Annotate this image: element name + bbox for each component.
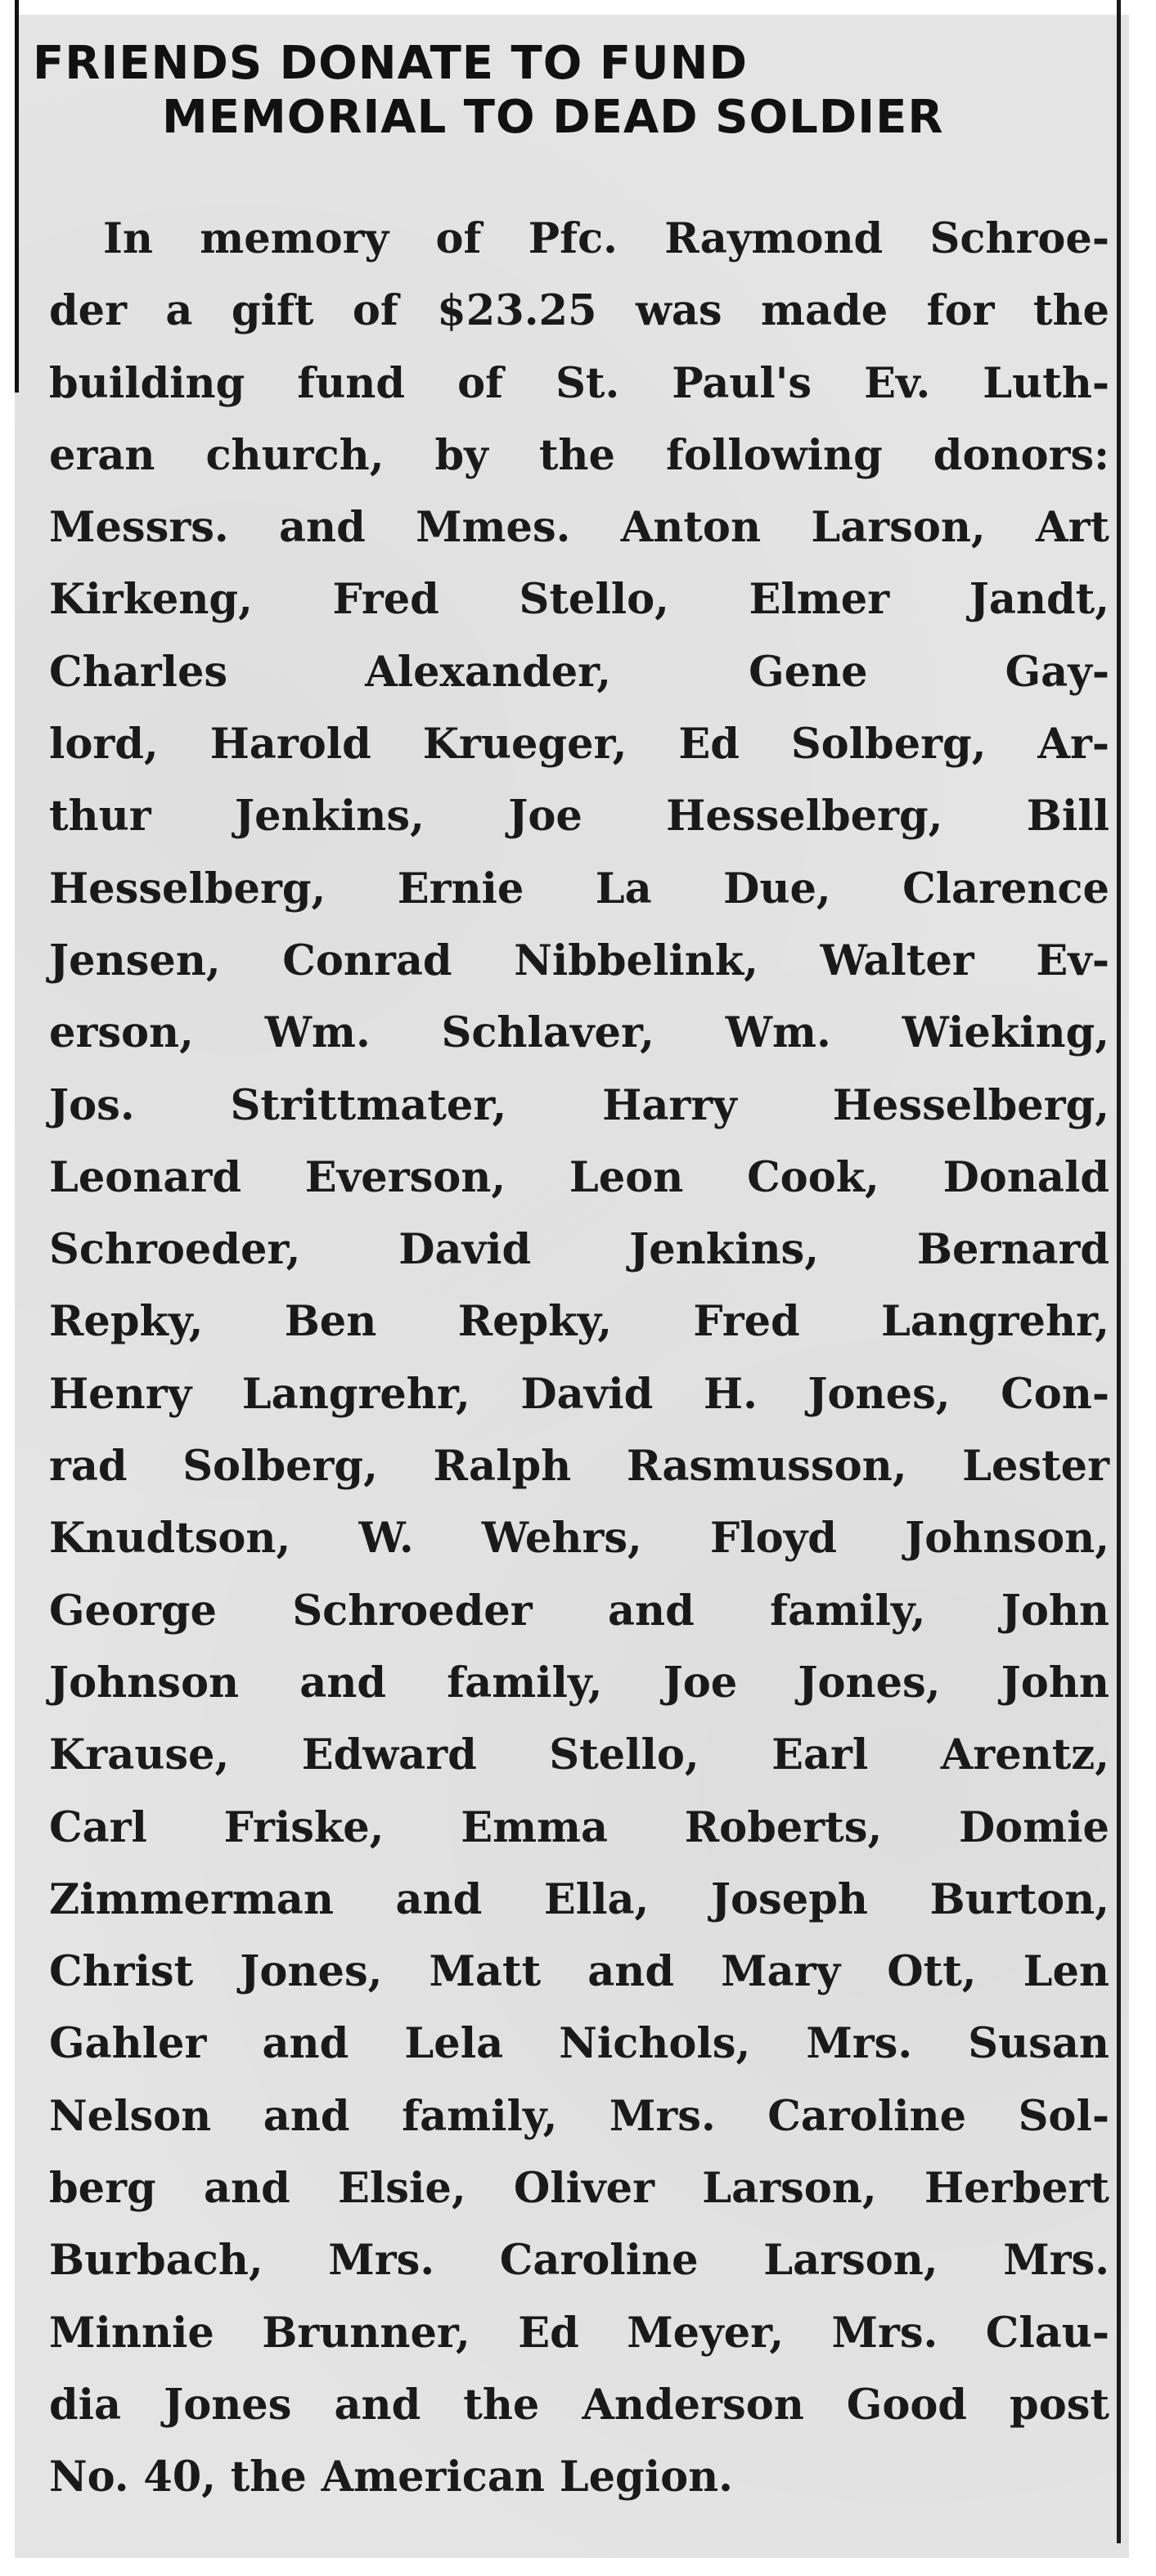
article-line: Jos. Strittmater, Harry Hesselberg, [49,1080,1109,1130]
article-line: Knudtson, W. Wehrs, Floyd Johnson, [49,1514,1109,1564]
article-line: George Schroeder and family, John [49,1586,1109,1636]
article-line: thur Jenkins, Joe Hesselberg, Bill [49,792,1109,841]
article-line: Leonard Everson, Leon Cook, Donald [49,1152,1109,1202]
article-line: dia Jones and the Anderson Good post [49,2380,1109,2430]
column-rule-left [15,0,19,393]
article-line: eran church, by the following donors: [49,430,1109,480]
article-line: building fund of St. Paul's Ev. Luth- [49,358,1109,408]
article-line: Messrs. and Mmes. Anton Larson, Art [49,503,1109,553]
article-line: Charles Alexander, Gene Gay- [49,647,1109,697]
article-line: Gahler and Lela Nichols, Mrs. Susan [49,2019,1109,2069]
article-line: Nelson and family, Mrs. Caroline Sol- [49,2091,1109,2141]
article-line: Schroeder, David Jenkins, Bernard [49,1225,1109,1275]
article-line: der a gift of $23.25 was made for the [49,286,1109,336]
article-line: Jensen, Conrad Nibbelink, Walter Ev- [49,936,1109,985]
article-line: rad Solberg, Ralph Rasmusson, Lester [49,1442,1109,1492]
column-rule-right [1117,0,1121,2543]
article-line: Krause, Edward Stello, Earl Arentz, [49,1730,1109,1780]
headline-line-1: FRIENDS DONATE TO FUND [33,37,748,90]
article-line: erson, Wm. Schlaver, Wm. Wieking, [49,1008,1109,1058]
headline-line-2: MEMORIAL TO DEAD SOLDIER [162,91,944,144]
headline [33,37,1121,145]
article-body [49,203,1109,2514]
article-line: Christ Jones, Matt and Mary Ott, Len [49,1947,1109,1997]
article-line: No. 40, the American Legion. [49,2453,733,2502]
article-line: Carl Friske, Emma Roberts, Domie [49,1802,1109,1852]
article-line: Henry Langrehr, David H. Jones, Con- [49,1369,1109,1419]
article-line: lord, Harold Krueger, Ed Solberg, Ar- [49,720,1109,770]
article-line: Repky, Ben Repky, Fred Langrehr, [49,1297,1109,1347]
article-line: berg and Elsie, Oliver Larson, Herbert [49,2164,1109,2214]
article-line: Hesselberg, Ernie La Due, Clarence [49,864,1109,913]
article-line: Burbach, Mrs. Caroline Larson, Mrs. [49,2236,1109,2286]
article-line: Minnie Brunner, Ed Meyer, Mrs. Clau- [49,2308,1109,2358]
article-line: Kirkeng, Fred Stello, Elmer Jandt, [49,575,1109,625]
article-line: In memory of Pfc. Raymond Schroe- [103,214,1109,263]
article-line: Johnson and family, Joe Jones, John [49,1658,1109,1708]
article-line: Zimmerman and Ella, Joseph Burton, [49,1874,1109,1924]
